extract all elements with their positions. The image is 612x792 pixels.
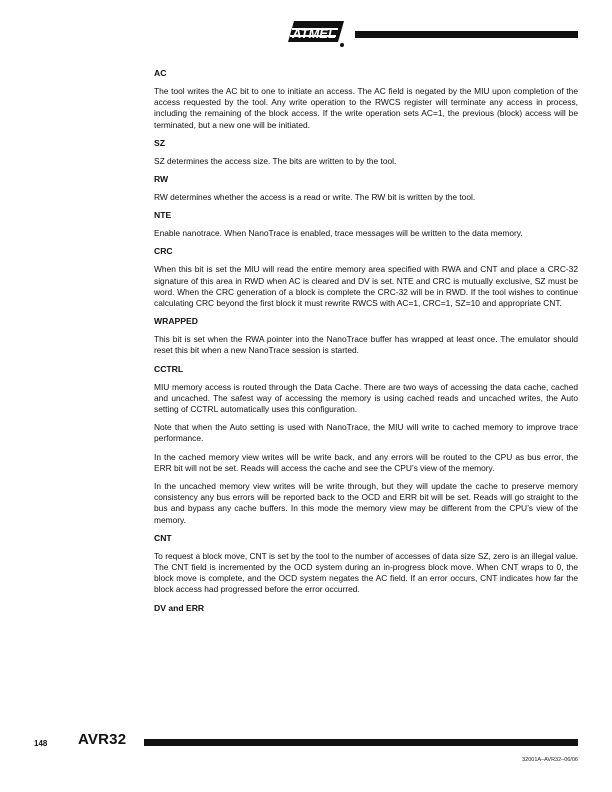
section-paragraph: In the uncached memory view writes will be write through, but they will update the cache to preserve memory consistency any bus errors will be reported back to the OCD and ERR bit will be set. Reads will go straight to the bus and bypass any cache buffers. In this mode the memory view may be different from the CPU’s view of the memory. (154, 481, 578, 525)
section-heading: NTE (154, 210, 172, 221)
section-heading: CNT (154, 532, 172, 543)
footer-title: AVR32 (78, 731, 127, 748)
section-paragraph: To request a block move, CNT is set by the tool to the number of accesses of data size SZ, zero is an illegal value. The CNT field is incremented by the OCD system during an in-progress block move. When CNT wraps to 0, the block move is complete, and the OCD system negates the AC field. If an error occurs, CNT indicates how far the block access had progressed before the error occurred. (154, 550, 578, 595)
section-heading: AC (154, 68, 167, 78)
atmel-logo (284, 18, 346, 48)
section-paragraph: RW determines whether the access is a read or write. The RW bit is written by the tool. (154, 192, 476, 203)
section-heading: DV and ERR (154, 602, 205, 613)
section-paragraph: The tool writes the AC bit to one to initiate an access. The AC field is negated by the MIU upon completion of the access requested by the tool. Any write operation to the RWCS register will terminate any access in process, including the remaining of the block access. If the write operation sets AC=1, the previous (block) access will be terminated, but a new one will be initiated. (154, 86, 578, 130)
section-heading: CCTRL (154, 363, 184, 374)
section-paragraph: This bit is set when the RWA pointer into the NanoTrace buffer has wrapped at least once. The emulator should reset this bit when a new NanoTrace session is started. (154, 334, 578, 356)
section-heading: SZ (154, 137, 165, 148)
section-heading: RW (154, 174, 169, 185)
section-paragraph: In the cached memory view writes will be write back, and any errors will be routed to the CPU as bus error, the ERR bit will not be set. Reads will access the cache and see the CPU’s view of the memory. (154, 451, 578, 473)
header-rule (355, 31, 578, 38)
section-paragraph: MIU memory access is routed through the Data Cache. There are two ways of accessing the data cache, cached and uncached. The safest way of accessing the memory is using cached reads and uncached writes, the Auto setting of CCTRL automatically uses this configuration. (154, 381, 578, 415)
section-heading: CRC (154, 246, 173, 257)
document-id: 32001A–AVR32–06/06 (522, 757, 578, 763)
section-paragraph: When this bit is set the MIU will read the entire memory area specified with RWA and CNT and place a CRC-32 signature of this area in RWD when AC is cleared and DV is set. NTE and CRC is mutually exclusive, SZ must be word. When the CRC generation of a block is complete the CRC-32 will be in RWD. If the tool wishes to continue calculating CRC beyond the first block it must rewrite RWCS with AC=1, CRC=1, SZ=10 and appropriate CNT. (154, 264, 578, 309)
section-heading: WRAPPED (154, 316, 198, 327)
section-paragraph: Note that when the Auto setting is used with NanoTrace, the MIU will write to cached memory to improve trace performance. (154, 422, 578, 444)
footer-rule (144, 739, 578, 746)
page-number: 148 (34, 739, 48, 748)
section-paragraph: SZ determines the access size. The bits are written to by the tool. (154, 155, 397, 166)
section-paragraph: Enable nanotrace. When NanoTrace is enabled, trace messages will be written to the data memory. (154, 228, 523, 239)
document-body (154, 68, 578, 621)
logo-text: ATMEL (292, 26, 336, 41)
